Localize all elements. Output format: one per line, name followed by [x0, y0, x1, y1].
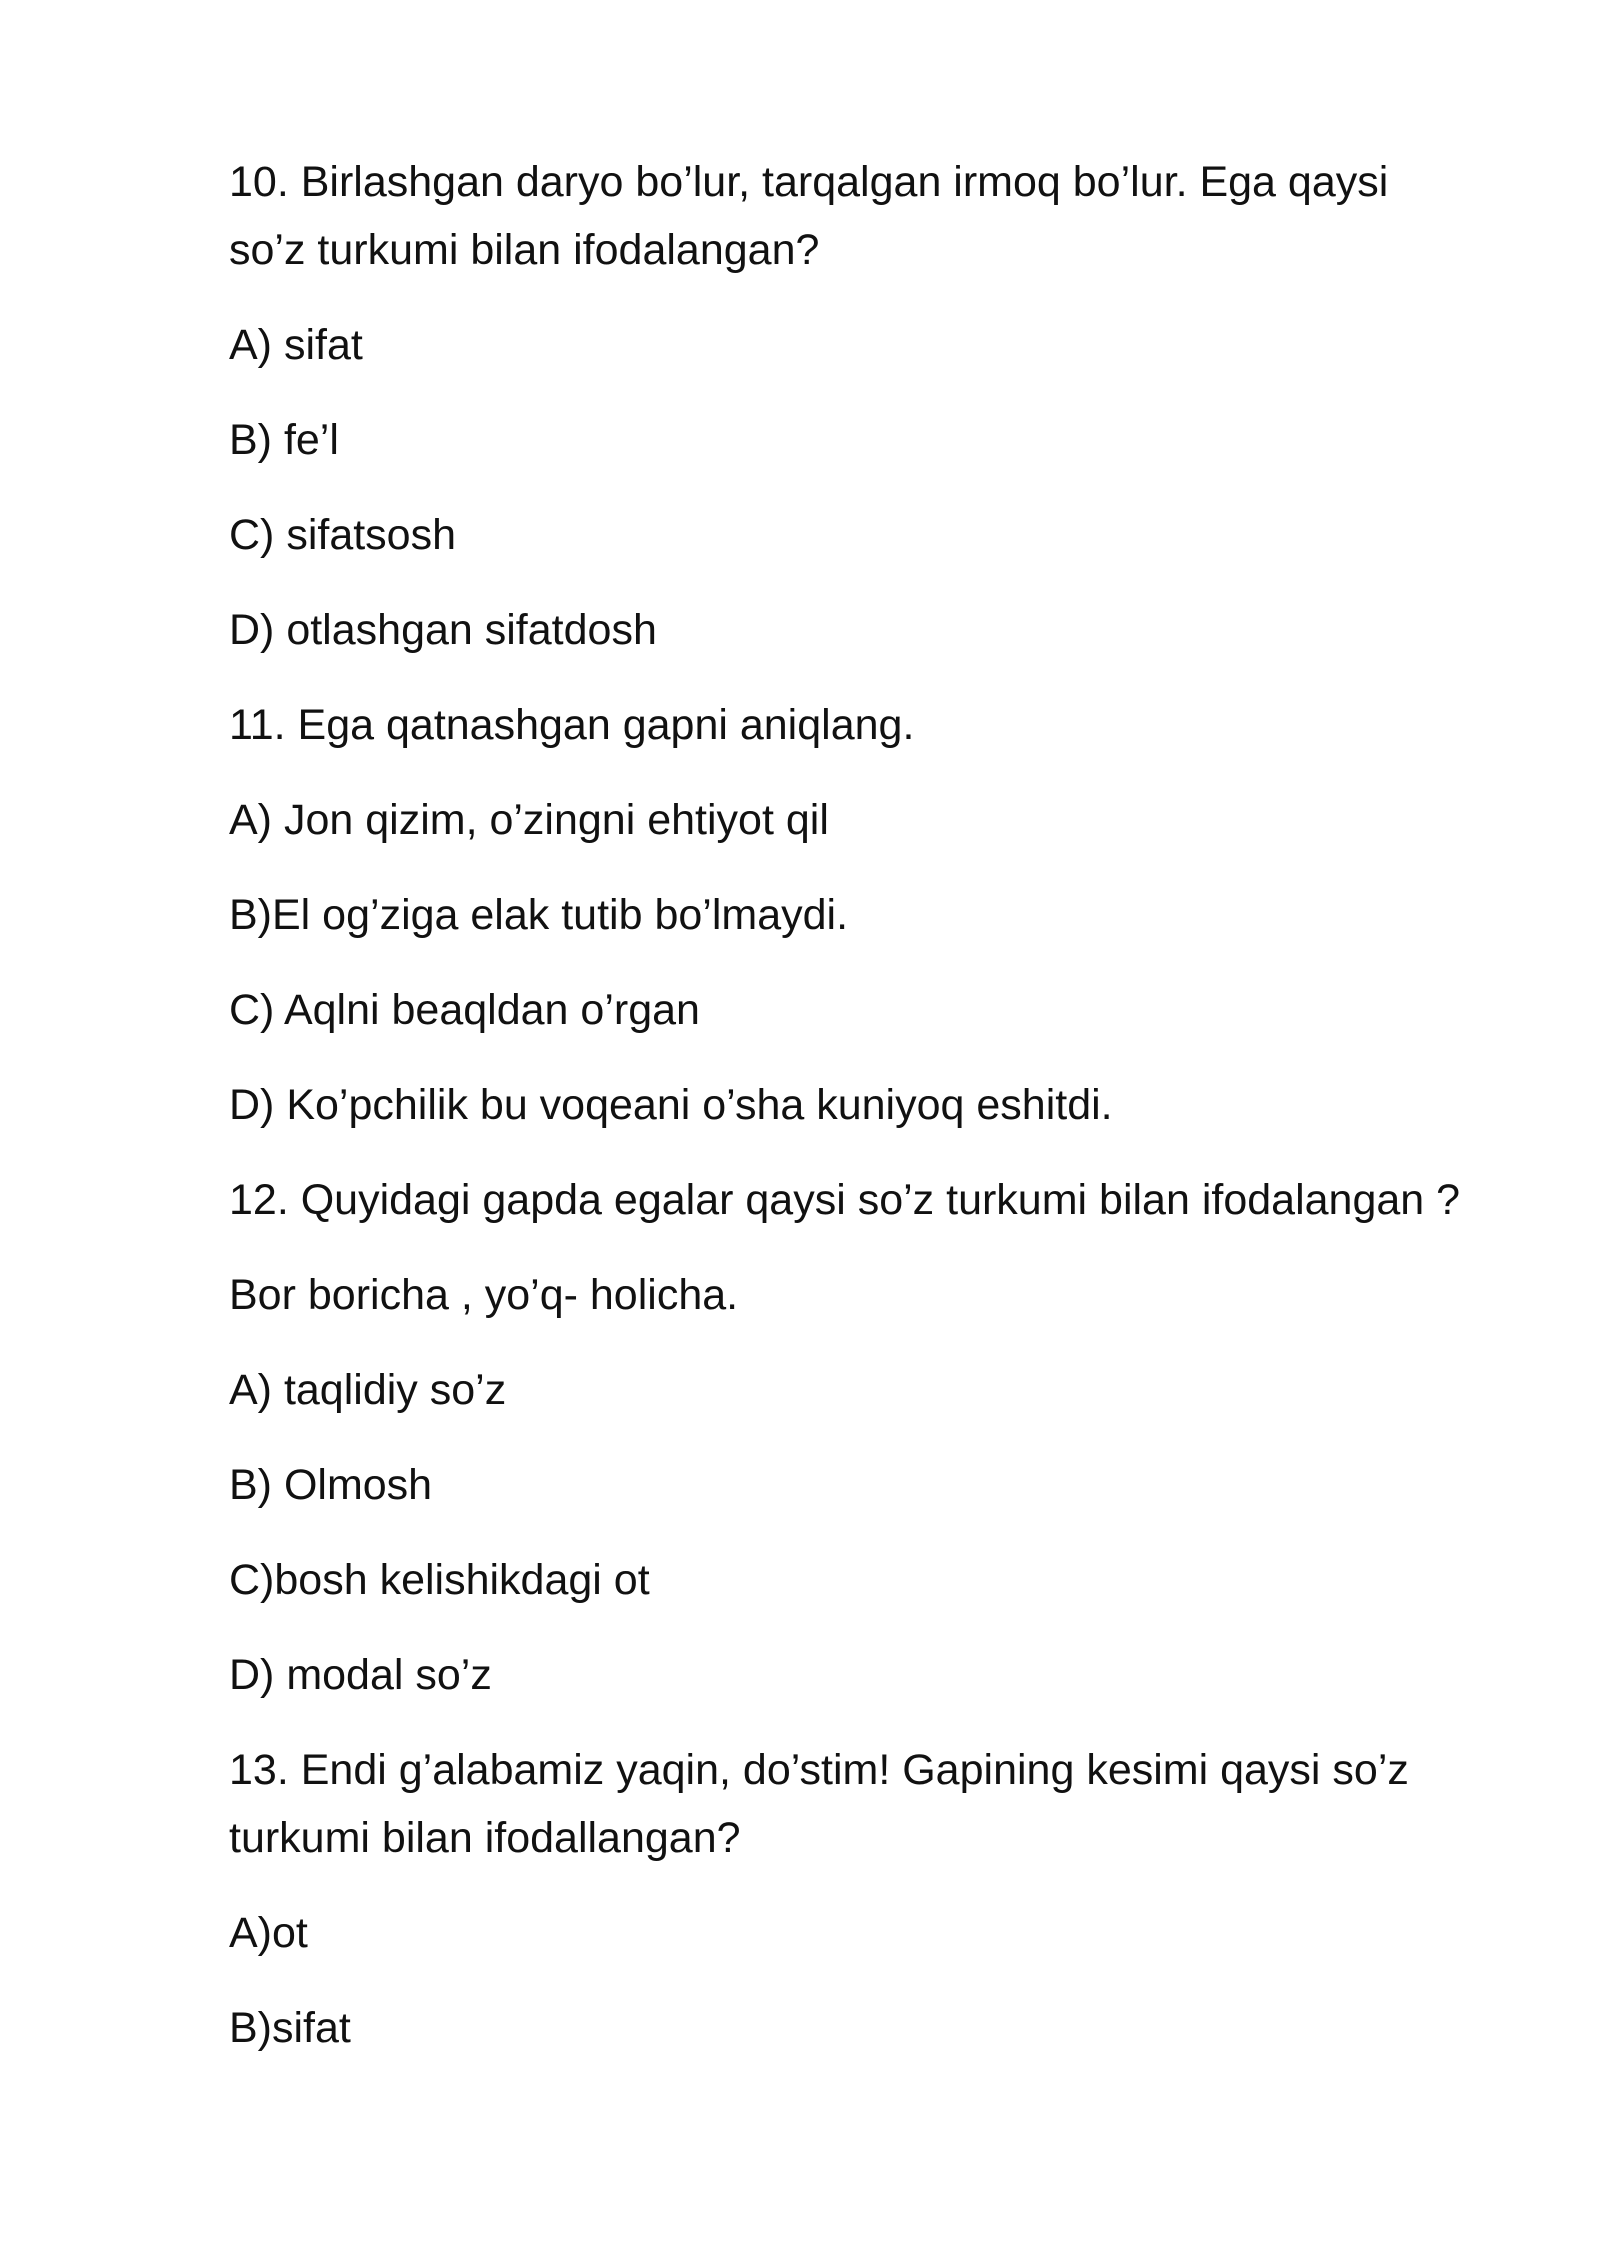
- question-12-option-d: D) modal so’z: [229, 1651, 492, 1699]
- question-11-option-a: A) Jon qizim, o’zingni ehtiyot qil: [229, 796, 829, 844]
- question-13-option-a: A)ot: [229, 1909, 308, 1957]
- question-10-option-a: A) sifat: [229, 321, 363, 369]
- question-11-option-d: D) Ko’pchilik bu voqeani o’sha kuniyoq eshitdi.: [229, 1081, 1113, 1129]
- question-10-text: 10. Birlashgan daryo bo’lur, tarqalgan irmoq bo’lur. Ega qaysi: [229, 158, 1389, 206]
- question-13-text: 13. Endi g’alabamiz yaqin, do’stim! Gapining kesimi qaysi so’z: [229, 1746, 1409, 1794]
- question-12-option-b: B) Olmosh: [229, 1461, 433, 1509]
- question-10-option-d: D) otlashgan sifatdosh: [229, 606, 657, 654]
- question-11-option-b: B)El og’ziga elak tutib bo’lmaydi.: [229, 891, 849, 939]
- question-13-option-b: B)sifat: [229, 2004, 351, 2052]
- document-content: [229, 148, 1529, 2089]
- question-10-option-b: B) fe’l: [229, 416, 339, 464]
- question-11-option-c: C) Aqlni beaqldan o’rgan: [229, 986, 700, 1034]
- question-12-sentence: Bor boricha , yo’q- holicha.: [229, 1271, 739, 1319]
- question-12-option-a: A) taqlidiy so’z: [229, 1366, 507, 1414]
- question-10-option-c: C) sifatsosh: [229, 511, 457, 559]
- question-12-text: 12. Quyidagi gapda egalar qaysi so’z turkumi bilan ifodalangan ?: [229, 1176, 1461, 1224]
- question-11-text: 11. Ega qatnashgan gapni aniqlang.: [229, 701, 915, 749]
- question-10-text-continued: so’z turkumi bilan ifodalangan?: [229, 226, 820, 274]
- question-12-option-c: C)bosh kelishikdagi ot: [229, 1556, 650, 1604]
- question-13-text-continued: turkumi bilan ifodallangan?: [229, 1814, 741, 1862]
